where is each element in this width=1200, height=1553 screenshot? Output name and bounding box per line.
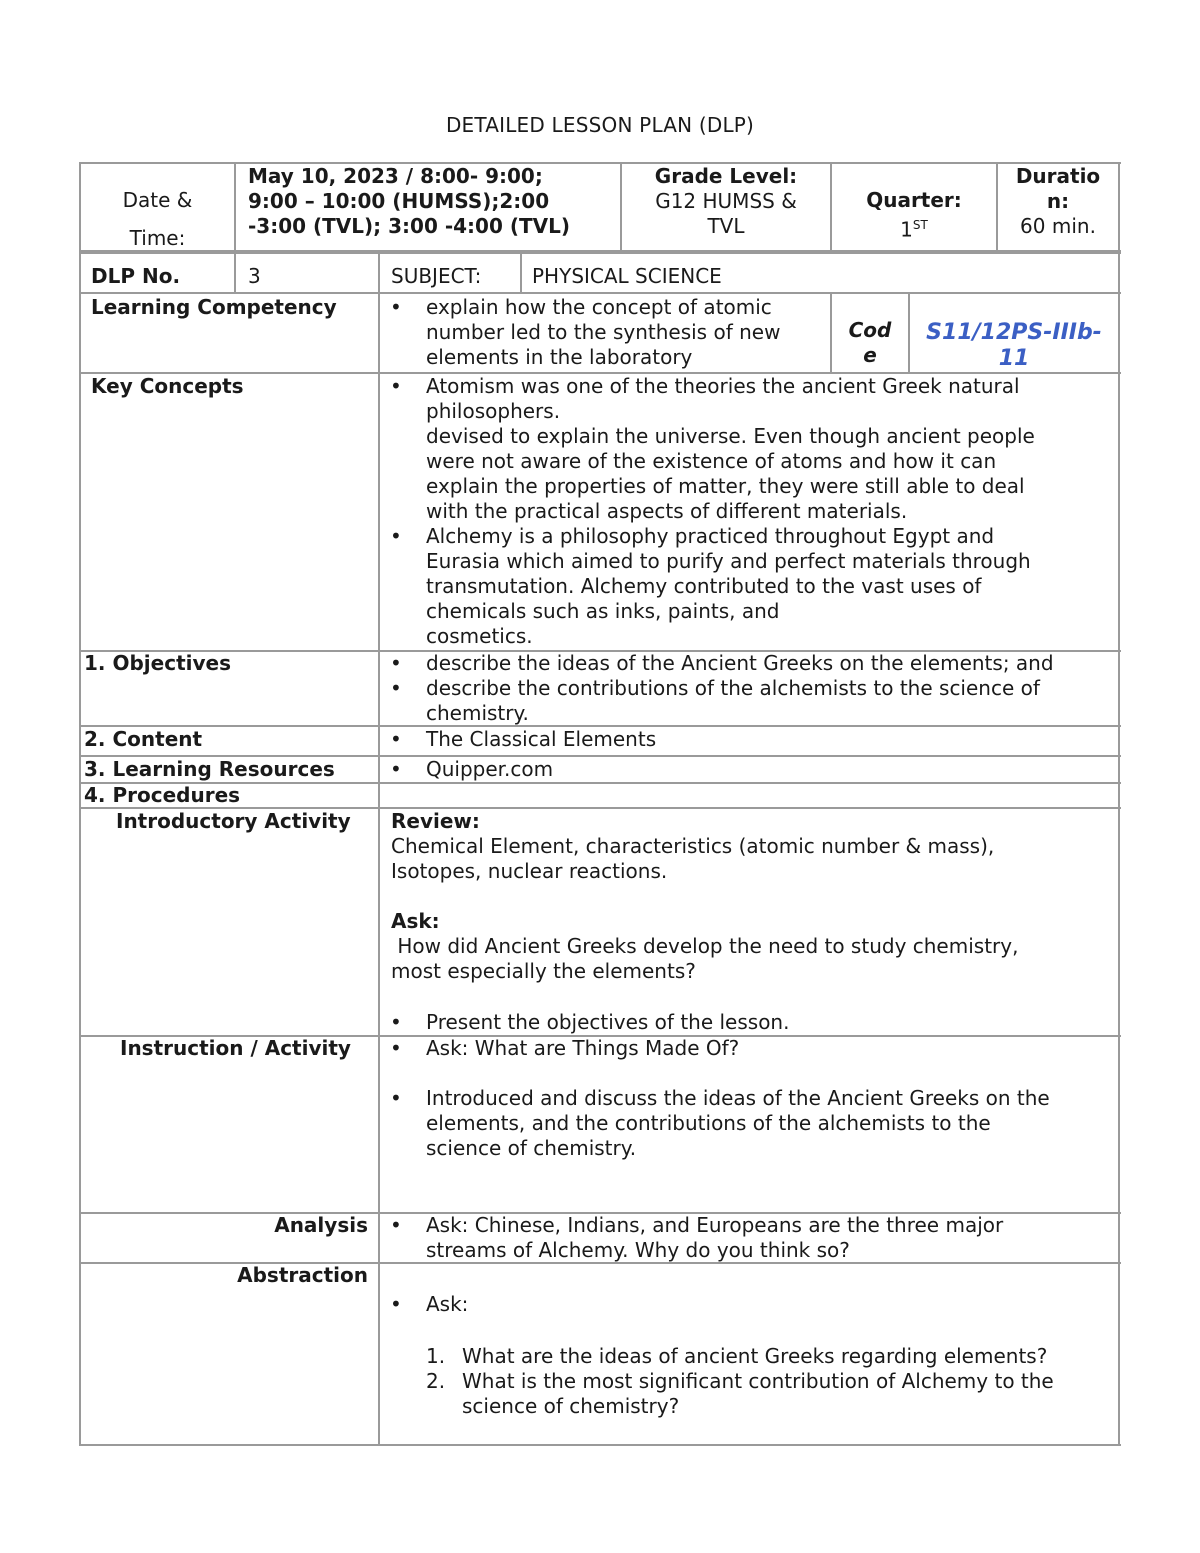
question-1: What are the ideas of ancient Greeks regarding elements? bbox=[462, 1344, 1048, 1368]
time-label: Time: bbox=[129, 226, 186, 250]
competency-line-1: explain how the concept of atomic bbox=[426, 295, 772, 319]
bullet-icon: • bbox=[390, 374, 402, 398]
analysis-line-2: streams of Alchemy. Why do you think so? bbox=[426, 1238, 850, 1262]
review-label: Review: bbox=[391, 809, 480, 833]
present-objectives: Present the objectives of the lesson. bbox=[426, 1010, 790, 1034]
instruction-activity-label: Instruction / Activity bbox=[120, 1036, 351, 1060]
quarter-value: 1ST bbox=[900, 217, 928, 242]
objective-2-line-1: describe the contributions of the alchemists to the science of bbox=[426, 676, 1040, 700]
duration-label-1: Duratio bbox=[1015, 164, 1101, 188]
instruction-item-2-line-3: science of chemistry. bbox=[426, 1136, 637, 1160]
date-label: Date & bbox=[122, 188, 193, 212]
date-time-line-2: 9:00 – 10:00 (HUMSS);2:00 bbox=[248, 189, 550, 213]
content-value: The Classical Elements bbox=[426, 727, 657, 751]
instruction-item-2-line-2: elements, and the contributions of the alchemists to the bbox=[426, 1111, 991, 1135]
key-concept-2-line-4: chemicals such as inks, paints, and bbox=[426, 599, 780, 623]
bullet-icon: • bbox=[390, 1213, 402, 1237]
review-line-2: Isotopes, nuclear reactions. bbox=[391, 859, 668, 883]
introductory-activity-label: Introductory Activity bbox=[116, 809, 351, 833]
question-2-line-1: What is the most significant contribution of Alchemy to the bbox=[462, 1369, 1054, 1393]
procedures-label: 4. Procedures bbox=[84, 783, 241, 807]
learning-resources-label: 3. Learning Resources bbox=[84, 757, 335, 781]
bullet-icon: • bbox=[390, 1010, 402, 1034]
key-concepts-label: Key Concepts bbox=[91, 374, 244, 398]
bullet-icon: • bbox=[390, 524, 402, 548]
key-concept-1-line-4: were not aware of the existence of atoms and how it can bbox=[426, 449, 997, 473]
date-time-line-1: May 10, 2023 / 8:00- 9:00; bbox=[248, 164, 543, 188]
key-concept-1-line-2: philosophers. bbox=[426, 399, 561, 423]
bullet-icon: • bbox=[390, 651, 402, 675]
competency-code-1: S11/12PS-IIIb- bbox=[926, 320, 1102, 345]
duration-value: 60 min. bbox=[1020, 214, 1096, 238]
ask-line-2: most especially the elements? bbox=[391, 959, 696, 983]
bullet-icon: • bbox=[390, 727, 402, 751]
duration-label-2: n: bbox=[1046, 189, 1070, 213]
analysis-line-1: Ask: Chinese, Indians, and Europeans are the three major bbox=[426, 1213, 1004, 1237]
bullet-icon: • bbox=[390, 1086, 402, 1110]
key-concept-1-line-1: Atomism was one of the theories the ancient Greek natural bbox=[426, 374, 1020, 398]
objective-1: describe the ideas of the Ancient Greeks on the elements; and bbox=[426, 651, 1054, 675]
competency-line-3: elements in the laboratory bbox=[426, 345, 693, 369]
key-concept-2-line-2: Eurasia which aimed to purify and perfect materials through bbox=[426, 549, 1031, 573]
instruction-item-2-line-1: Introduced and discuss the ideas of the Ancient Greeks on the bbox=[426, 1086, 1050, 1110]
analysis-label: Analysis bbox=[274, 1213, 368, 1237]
bullet-icon: • bbox=[390, 1292, 402, 1316]
instruction-item-1: Ask: What are Things Made Of? bbox=[426, 1036, 740, 1060]
question-1-number: 1. bbox=[426, 1344, 446, 1368]
bullet-icon: • bbox=[390, 1036, 402, 1060]
abstraction-label: Abstraction bbox=[237, 1263, 368, 1287]
learning-resources-value: Quipper.com bbox=[426, 757, 554, 781]
question-2-line-2: science of chemistry? bbox=[462, 1394, 680, 1418]
grade-level-value-1: G12 HUMSS & bbox=[655, 189, 797, 213]
objective-2-line-2: chemistry. bbox=[426, 701, 529, 725]
subject-label: SUBJECT: bbox=[391, 264, 482, 288]
key-concept-2-line-5: cosmetics. bbox=[426, 624, 533, 648]
dlp-no-value: 3 bbox=[248, 264, 261, 288]
key-concept-1-line-6: with the practical aspects of different materials. bbox=[426, 499, 908, 523]
code-label-1: Cod bbox=[848, 318, 892, 342]
bullet-icon: • bbox=[390, 295, 402, 319]
key-concept-1-line-3: devised to explain the universe. Even though ancient people bbox=[426, 424, 1035, 448]
grade-level-value-2: TVL bbox=[707, 214, 745, 238]
abstraction-ask: Ask: bbox=[426, 1292, 469, 1316]
quarter-superscript: ST bbox=[912, 218, 928, 232]
learning-competency-label: Learning Competency bbox=[91, 295, 337, 319]
content-label: 2. Content bbox=[84, 727, 203, 751]
subject-value: PHYSICAL SCIENCE bbox=[532, 264, 722, 288]
key-concept-2-line-3: transmutation. Alchemy contributed to the vast uses of bbox=[426, 574, 982, 598]
bullet-icon: • bbox=[390, 676, 402, 700]
competency-code-2: 11 bbox=[998, 346, 1030, 371]
competency-line-2: number led to the synthesis of new bbox=[426, 320, 781, 344]
code-label-2: e bbox=[863, 343, 877, 367]
quarter-label: Quarter: bbox=[866, 188, 962, 212]
ask-label: Ask: bbox=[391, 909, 440, 933]
key-concept-2-line-1: Alchemy is a philosophy practiced throughout Egypt and bbox=[426, 524, 995, 548]
review-line-1: Chemical Element, characteristics (atomic number & mass), bbox=[391, 834, 995, 858]
question-2-number: 2. bbox=[426, 1369, 446, 1393]
grade-level-label: Grade Level: bbox=[654, 164, 798, 188]
date-time-line-3: -3:00 (TVL); 3:00 -4:00 (TVL) bbox=[248, 214, 570, 238]
dlp-no-label: DLP No. bbox=[91, 264, 181, 288]
ask-line-1: How did Ancient Greeks develop the need to study chemistry, bbox=[391, 934, 1019, 958]
bullet-icon: • bbox=[390, 757, 402, 781]
objectives-label: 1. Objectives bbox=[84, 651, 231, 675]
key-concept-1-line-5: explain the properties of matter, they were still able to deal bbox=[426, 474, 1025, 498]
document-title: DETAILED LESSON PLAN (DLP) bbox=[445, 113, 755, 137]
